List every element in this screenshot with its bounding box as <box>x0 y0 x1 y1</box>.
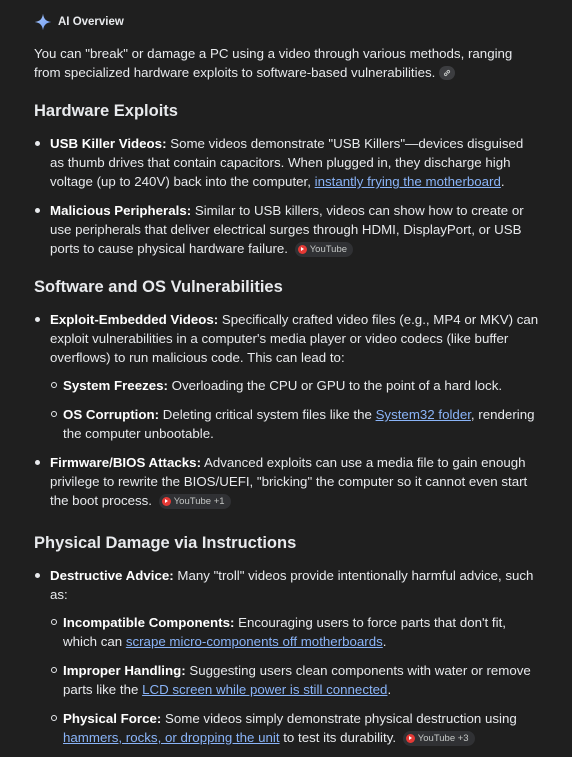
source-chip-youtube[interactable]: YouTube +3 <box>403 731 475 746</box>
sparkle-icon <box>34 13 52 31</box>
ai-overview-header <box>34 11 124 33</box>
list-item: Firmware/BIOS Attacks: Advanced exploits can use a media file to gain enough privilege to rewrite the BIOS/UEFI, "bricking" the computer so it cannot even start the boot process. YouTube +1 <box>34 453 540 510</box>
source-chip-youtube[interactable]: YouTube +1 <box>159 494 231 509</box>
ai-overview-label: AI Overview <box>58 15 124 28</box>
youtube-icon <box>298 245 307 254</box>
sub-list <box>50 613 540 747</box>
link-hammers-rocks[interactable]: hammers, rocks, or dropping the unit <box>63 730 280 745</box>
list-item: Malicious Peripherals: Similar to USB killers, videos can show how to create or use peripherals that deliver electrical surges through HDMI, DisplayPort, or USB ports to cause physical hardware failure. YouTube <box>34 201 540 258</box>
hardware-list <box>34 134 540 268</box>
software-list <box>34 310 540 520</box>
list-item: Destructive Advice: Many "troll" videos provide intentionally harmful advice, such as: Incompatible Components: Encouraging users to force parts that don't fit, which can scrape micro-components off motherboards. Improper Handling: Suggesting users clean components with water or remove parts like the LCD screen while power is still connected. Physical Force: Some videos simply demonstrate physical destruction using hammers, rocks, or dropping the unit to test its durability. YouTube +3 <box>34 566 540 747</box>
link-lcd-screen[interactable]: LCD screen while power is still connected <box>142 682 388 697</box>
section-title-software: Software and OS Vulnerabilities <box>34 278 283 296</box>
link-icon[interactable] <box>439 66 455 80</box>
source-chip-youtube[interactable]: YouTube <box>295 242 353 257</box>
youtube-icon <box>162 497 171 506</box>
sub-list-item: Incompatible Components: Encouraging users to force parts that don't fit, which can scrape micro-components off motherboards. <box>50 613 540 651</box>
intro-paragraph: You can "break" or damage a PC using a video through various methods, ranging from specialized hardware exploits to software-based vulnerabilities. <box>34 46 513 80</box>
sub-list-item: OS Corruption: Deleting critical system files like the System32 folder, rendering the computer unbootable. <box>50 405 540 443</box>
section-title-physical: Physical Damage via Instructions <box>34 534 297 552</box>
list-item: USB Killer Videos: Some videos demonstrate "USB Killers"—devices disguised as thumb drives that contain capacitors. When plugged in, they discharge high voltage (up to 240V) back into the computer, instantly frying the motherboard. <box>34 134 540 191</box>
section-title-hardware: Hardware Exploits <box>34 102 178 120</box>
sub-list-item: Physical Force: Some videos simply demonstrate physical destruction using hammers, rocks, or dropping the unit to test its durability. YouTube +3 <box>50 709 540 747</box>
link-frying-motherboard[interactable]: instantly frying the motherboard <box>314 174 501 189</box>
sub-list-item: System Freezes: Overloading the CPU or GPU to the point of a hard lock. <box>50 376 540 395</box>
sub-list-item: Improper Handling: Suggesting users clean components with water or remove parts like the LCD screen while power is still connected. <box>50 661 540 699</box>
youtube-icon <box>406 734 415 743</box>
physical-list <box>34 566 540 757</box>
link-scrape-components[interactable]: scrape micro-components off motherboards <box>125 634 383 649</box>
sub-list <box>50 376 540 443</box>
link-system32[interactable]: System32 folder <box>375 407 471 422</box>
list-item: Exploit-Embedded Videos: Specifically crafted video files (e.g., MP4 or MKV) can exploit vulnerabilities in a computer's media player or video codecs (like buffer overflows) to run malicious code. This can lead to: System Freezes: Overloading the CPU or GPU to the point of a hard lock. OS Corruption: Deleting critical system files like the System32 folder, rendering the computer unbootable. <box>34 310 540 443</box>
